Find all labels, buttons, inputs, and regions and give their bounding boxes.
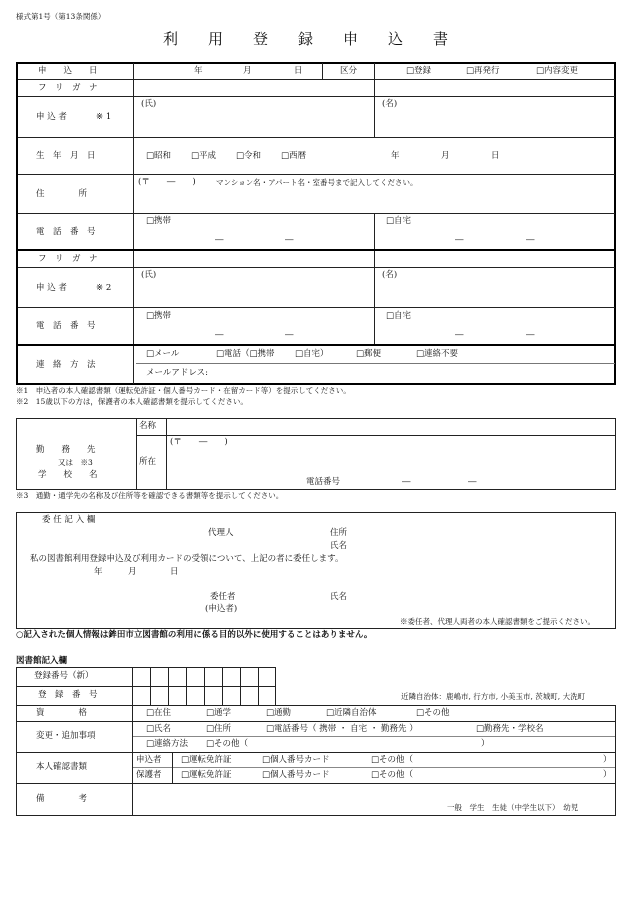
qual-resident-checkbox[interactable]: □在住 [146, 708, 172, 718]
home-phone-checkbox[interactable]: □自宅 [386, 216, 412, 226]
title-char: 利 [163, 30, 179, 48]
phone-dash: ― [285, 235, 294, 245]
id-license-checkbox[interactable]: □運転免許証 [181, 770, 232, 780]
id-other-close: ） [603, 755, 612, 765]
work-phone-label: 電話番号 [306, 477, 341, 487]
title-char: 申 [343, 30, 359, 48]
agent-name-label: 氏名 [330, 541, 348, 551]
phone-label: 電 話 番 号 [36, 321, 96, 331]
furigana-label: フ リ ガ ナ [38, 254, 98, 264]
note-3: ※3 通勤・通学先の名称及び住所等を確認できる書類等を提示してください。 [16, 491, 284, 500]
agent-label: 代理人 [208, 528, 234, 538]
work-postal-field[interactable]: (〒 ― ) [170, 437, 228, 447]
phone-dash: ― [215, 330, 224, 340]
option-reissue-checkbox[interactable]: □再発行 [466, 66, 500, 76]
option-change-checkbox[interactable]: □内容変更 [536, 66, 579, 76]
id-mynumber-checkbox[interactable]: □個人番号カード [262, 770, 330, 780]
phone-label: 電 話 番 号 [36, 227, 96, 237]
change-label: 変更・追加事項 [36, 731, 96, 741]
contact-home-checkbox[interactable]: □自宅） [295, 349, 329, 359]
era-reiwa-checkbox[interactable]: □令和 [236, 151, 262, 161]
mobile-checkbox[interactable]: □携帯 [146, 311, 172, 321]
qual-nearby-checkbox[interactable]: □近隣自治体 [326, 708, 377, 718]
mobile-checkbox[interactable]: □携帯 [146, 216, 172, 226]
phone-dash: ― [526, 330, 535, 340]
address-label: 住 所 [36, 189, 88, 199]
delegate-note: ※委任者、代理人両者の本人確認書類をご提示ください。 [400, 617, 595, 626]
delegate-statement: 私の図書館利用登録申込及び利用カードの受領について、上記の者に委任します。 [30, 554, 344, 564]
delegator-applicant-label: (申込者) [205, 604, 238, 614]
change-workplace-checkbox[interactable]: □勤務先・学校名 [476, 724, 544, 734]
id-mynumber-checkbox[interactable]: □個人番号カード [262, 755, 330, 765]
date-label: 申 込 日 [38, 66, 98, 76]
id-other-checkbox[interactable]: □その他（ [371, 770, 414, 780]
phone-dash: ― [285, 330, 294, 340]
qualification-label: 資 格 [36, 708, 88, 718]
form-number: 様式第1号（第13条関係） [16, 12, 106, 21]
delegator-name-label: 氏名 [330, 592, 348, 602]
note-2: ※2 15歳以下の方は，保護者の本人確認書類を提示してください。 [16, 397, 248, 406]
email-address-field[interactable]: メールアドレス: [146, 368, 208, 378]
title-char: 用 [208, 30, 224, 48]
furigana-label: フ リ ガ ナ [38, 83, 98, 93]
contact-none-checkbox[interactable]: □連絡不要 [416, 349, 459, 359]
era-western-checkbox[interactable]: □西暦 [281, 151, 307, 161]
birth-year-label: 年 [391, 151, 400, 161]
title-char: 登 [253, 30, 269, 48]
qual-school-checkbox[interactable]: □通学 [206, 708, 232, 718]
address-note: マンション名・アパート名・室番号まで記入してください。 [216, 178, 418, 187]
delegator-label: 委任者 [210, 592, 236, 602]
work-label-or: 又は ※3 [58, 458, 93, 467]
postal-code-field[interactable]: (〒 ― ) [138, 177, 196, 187]
phone-dash: ― [526, 235, 535, 245]
id-guardian-label: 保護者 [136, 770, 162, 780]
change-phone-checkbox[interactable]: □電話番号（ 携帯 ・ 自宅 ・ 勤務先 ） [266, 724, 418, 734]
library-section-title: 図書館記入欄 [16, 656, 68, 666]
change-name-checkbox[interactable]: □氏名 [146, 724, 172, 734]
phone-dash: ― [455, 330, 464, 340]
privacy-notice: ○記入された個人情報は鉾田市立図書館の利用に係る目的以外に使用することはありません。 [16, 630, 373, 640]
title-char: 録 [298, 30, 314, 48]
birth-month-label: 月 [441, 151, 450, 161]
phone-dash: ― [402, 477, 411, 487]
id-other-close: ） [603, 770, 612, 780]
era-showa-checkbox[interactable]: □昭和 [146, 151, 172, 161]
applicant-label: 申 込 者 [36, 112, 67, 122]
change-contact-checkbox[interactable]: □連絡方法 [146, 739, 189, 749]
date-day-label: 日 [294, 66, 303, 76]
work-address-label: 所在 [139, 457, 157, 467]
agent-address-label: 住所 [330, 528, 348, 538]
id-applicant-label: 申込者 [136, 755, 162, 765]
change-other-close: ） [481, 739, 490, 749]
title-char: 書 [433, 30, 449, 48]
family-name-field[interactable]: (氏) [141, 99, 157, 109]
given-name-field[interactable]: (名) [382, 270, 398, 280]
remarks-label: 備 考 [36, 794, 88, 804]
birth-label: 生 年 月 日 [36, 151, 96, 161]
applicant-note: ※ 2 [96, 283, 112, 293]
id-other-checkbox[interactable]: □その他（ [371, 755, 414, 765]
kubun-label: 区分 [340, 66, 358, 76]
given-name-field[interactable]: (名) [382, 99, 398, 109]
nearby-municipalities: 近隣自治体：鹿嶋市, 行方市, 小美玉市, 茨城町, 大洗町 [401, 692, 586, 701]
contact-mail-checkbox[interactable]: □郵便 [356, 349, 382, 359]
delegate-month-label: 月 [128, 567, 137, 577]
change-address-checkbox[interactable]: □住所 [206, 724, 232, 734]
era-heisei-checkbox[interactable]: □平成 [191, 151, 217, 161]
school-label: 学 校 名 [38, 470, 98, 480]
contact-label: 連 絡 方 法 [36, 360, 96, 370]
contact-phone-checkbox[interactable]: □電話（□携帯 [216, 349, 275, 359]
phone-dash: ― [468, 477, 477, 487]
home-phone-checkbox[interactable]: □自宅 [386, 311, 412, 321]
reg-new-label: 登録番号（新） [34, 671, 94, 681]
reg-number-label: 登 録 番 号 [38, 690, 98, 700]
id-license-checkbox[interactable]: □運転免許証 [181, 755, 232, 765]
applicant-note: ※ 1 [96, 112, 112, 122]
phone-dash: ― [455, 235, 464, 245]
note-1: ※1 申込者の本人確認書類（運転免許証・個人番号カード・在留カード等）を提示してください。 [16, 386, 351, 395]
work-label: 勤 務 先 [36, 445, 96, 455]
applicant-label: 申 込 者 [36, 283, 67, 293]
family-name-field[interactable]: (氏) [141, 270, 157, 280]
birth-day-label: 日 [491, 151, 500, 161]
change-other-checkbox[interactable]: □その他（ [206, 739, 249, 749]
title-char: 込 [388, 30, 404, 48]
remarks-categories: 一般 学生 生徒（中学生以下） 幼児 [447, 803, 579, 812]
date-year-label: 年 [194, 66, 203, 76]
work-name-label: 名称 [139, 421, 157, 431]
option-register-checkbox[interactable]: □登録 [406, 66, 432, 76]
id-docs-label: 本人確認書類 [36, 762, 88, 772]
qual-work-checkbox[interactable]: □通勤 [266, 708, 292, 718]
delegate-day-label: 日 [170, 567, 179, 577]
phone-dash: ― [215, 235, 224, 245]
contact-email-checkbox[interactable]: □メール [146, 349, 180, 359]
delegate-title: 委 任 記 入 欄 [42, 515, 96, 525]
date-month-label: 月 [243, 66, 252, 76]
qual-other-checkbox[interactable]: □その他 [416, 708, 450, 718]
delegate-year-label: 年 [94, 567, 103, 577]
